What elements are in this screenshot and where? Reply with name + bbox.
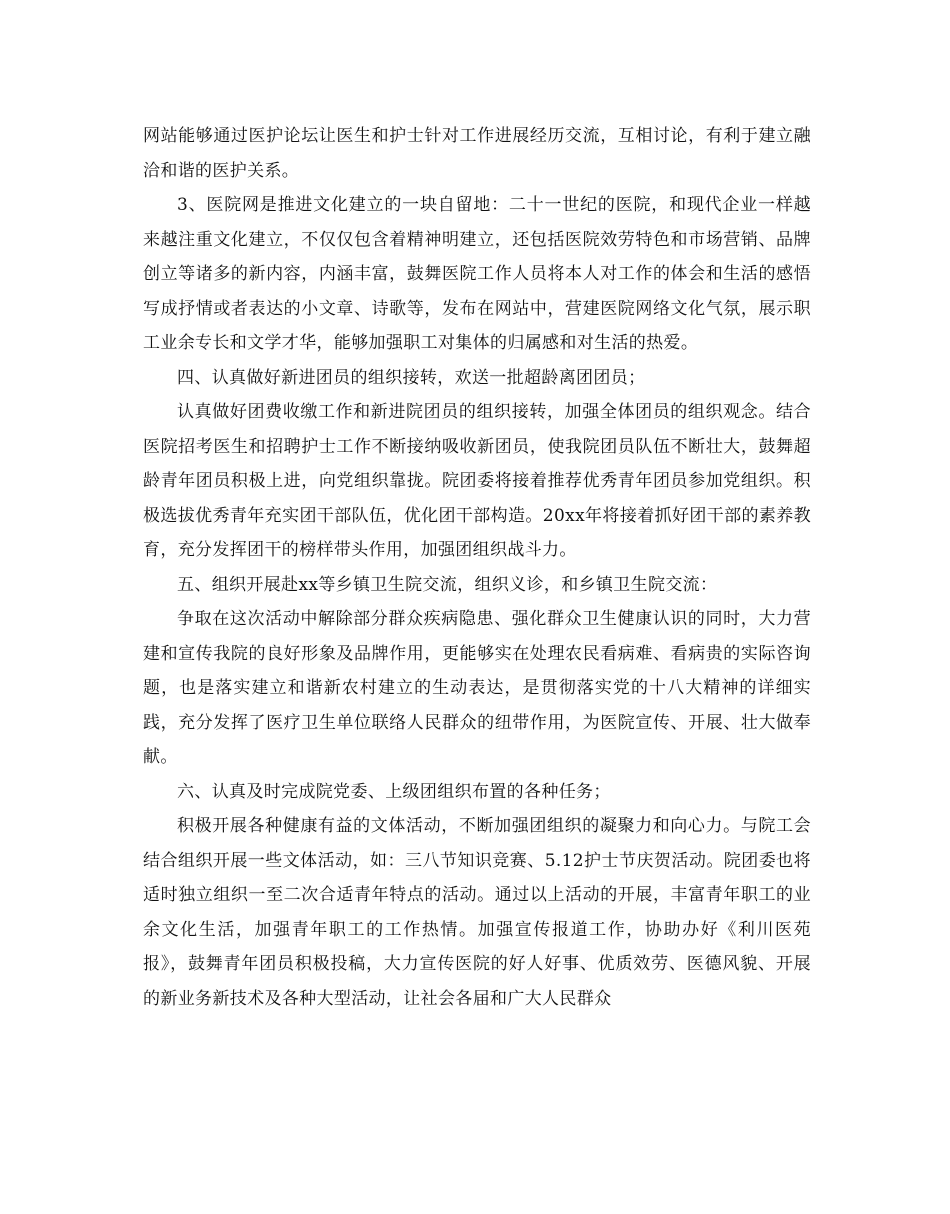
section-heading-4: 四、认真做好新进团员的组织接转，欢送一批超龄离团团员；	[177, 367, 646, 388]
paragraph-section-5: 争取在这次活动中解除部分群众疾病隐患、强化群众卫生健康认识的同时，大力营建和宣传我院的良好形象及品牌作用，更能够实在处理农民看病难、看病贵的实际咨询题，也是落实建立和谐新农村建立的生动表达，是贯彻落实党的十八大精神的详细实践，充分发挥了医疗卫生单位联络人民群众的纽带作用，为医院宣传、开展、壮大做奉献。	[143, 609, 811, 767]
paragraph-section-6: 积极开展各种健康有益的文体活动，不断加强团组织的凝聚力和向心力。与院工会结合组织开展一些文体活动，如：三八节知识竞赛、5.12护士节庆贺活动。院团委也将适时独立组织一至二次合适青年特点的活动。通过以上活动的开展，丰富青年职工的业余文化生活，加强青年职工的工作热情。加强宣传报道工作，协助办好《利川医苑报》，鼓舞青年团员积极投稿，大力宣传医院的好人好事、优质效劳、医德风貌、开展的新业务新技术及各种大型活动，让社会各届和广大人民群众	[143, 816, 811, 1009]
document-body	[143, 119, 811, 1016]
paragraph-continuation: 网站能够通过医护论坛让医生和护士针对工作进展经历交流，互相讨论，有利于建立融洽和谐的医护关系。	[143, 126, 811, 181]
section-heading-6: 六、认真及时完成院党委、上级团组织布置的各种任务；	[177, 781, 611, 802]
section-heading-5: 五、组织开展赴xx等乡镇卫生院交流，组织义诊，和乡镇卫生院交流：	[177, 574, 718, 595]
paragraph-section-4: 认真做好团费收缴工作和新进院团员的组织接转，加强全体团员的组织观念。结合医院招考医生和招聘护士工作不断接纳吸收新团员，使我院团员队伍不断壮大，鼓舞超龄青年团员积极上进，向党组织靠拢。院团委将接着推荐优秀青年团员参加党组织。积极选拔优秀青年充实团干部队伍，优化团干部构造。20xx年将接着抓好团干部的素养教育，充分发挥团干的榜样带头作用，加强团组织战斗力。	[143, 402, 811, 560]
paragraph-item-3: 3、医院网是推进文化建立的一块自留地：二十一世纪的医院，和现代企业一样越来越注重文化建立，不仅仅包含着精神明建立，还包括医院效劳特色和市场营销、品牌创立等诸多的新内容，内涵丰富，鼓舞医院工作人员将本人对工作的体会和生活的感悟写成抒情或者表达的小文章、诗歌等，发布在网站中，营建医院网络文化气氛，展示职工业余专长和文学才华，能够加强职工对集体的归属感和对生活的热爱。	[143, 195, 811, 353]
